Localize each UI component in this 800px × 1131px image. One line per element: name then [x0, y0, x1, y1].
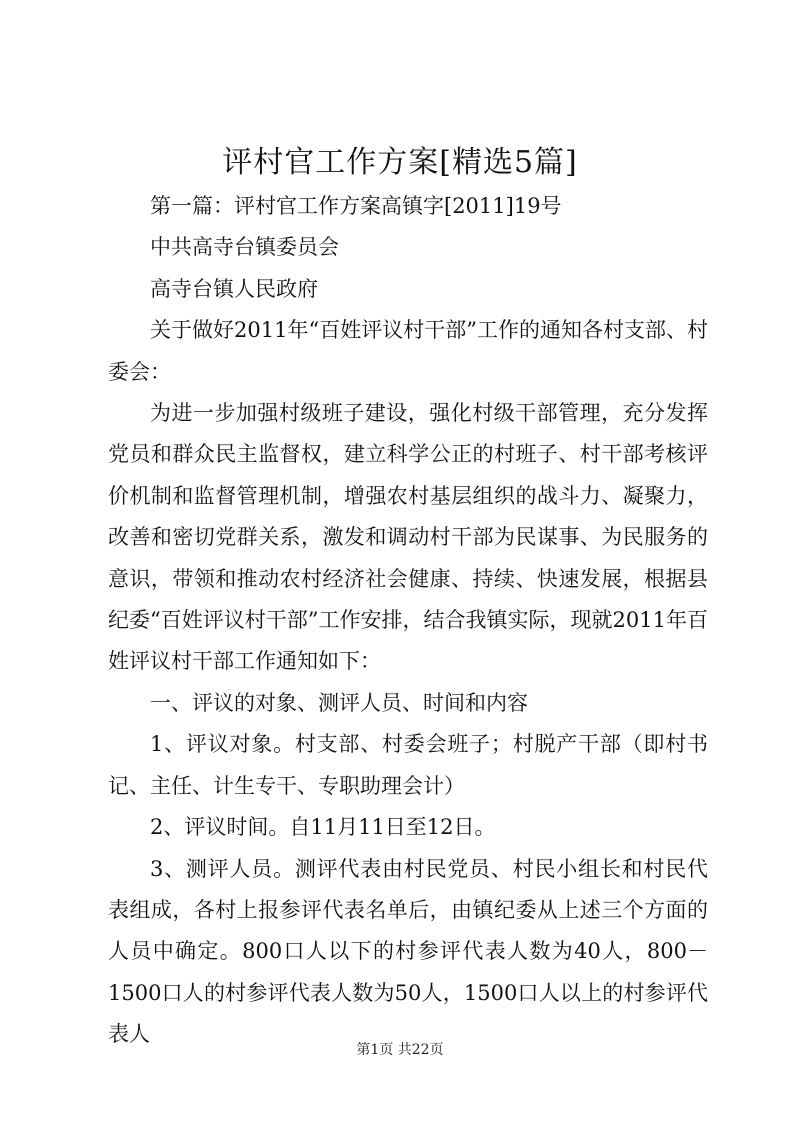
paragraph-2: 中共高寺台镇委员会 [150, 235, 339, 260]
paragraph-1: 第一篇：评村官工作方案高镇字[2011]19号 [150, 194, 562, 218]
document-title: 评村官工作方案[精选5篇] [222, 145, 578, 180]
paragraph-4: 关于做好2011年“百姓评议村干部”工作的通知各村支部、村委会： [108, 318, 708, 384]
document-body [108, 186, 708, 1056]
paragraph-5: 为进一步加强村级班子建设，强化村级干部管理，充分发挥党员和群众民主监督权，建立科学公正的村班子、村干部考核评价机制和监督管理机制，增强农村基层组织的战斗力、凝聚力，改善和密切党群关系，激发和调动村干部为民谋事、为民服务的意识，带领和推动农村经济社会健康、持续、快速发展，根据县纪委“百姓评议村干部”工作安排，结合我镇实际，现就2011年百姓评议村干部工作通知如下： [108, 401, 708, 674]
paragraph-6: 一、评议的对象、测评人员、时间和内容 [150, 690, 528, 715]
paragraph-3: 高寺台镇人民政府 [150, 276, 318, 301]
paragraph-7: 1、评议对象。村支部、村委会班子；村脱产干部（即村书记、主任、计生专干、专职助理会计） [108, 732, 708, 798]
paragraph-9: 3、测评人员。测评代表由村民党员、村民小组长和村民代表组成，各村上报参评代表名单后，由镇纪委从上述三个方面的人员中确定。800口人以下的村参评代表人数为40人，800－1500口人的村参评代表人数为50人，1500口人以上的村参评代表人 [108, 856, 708, 1047]
page-number-footer: 第1页 共22页 [356, 1042, 444, 1058]
paragraph-8: 2、评议时间。自11月11日至12日。 [150, 815, 496, 840]
